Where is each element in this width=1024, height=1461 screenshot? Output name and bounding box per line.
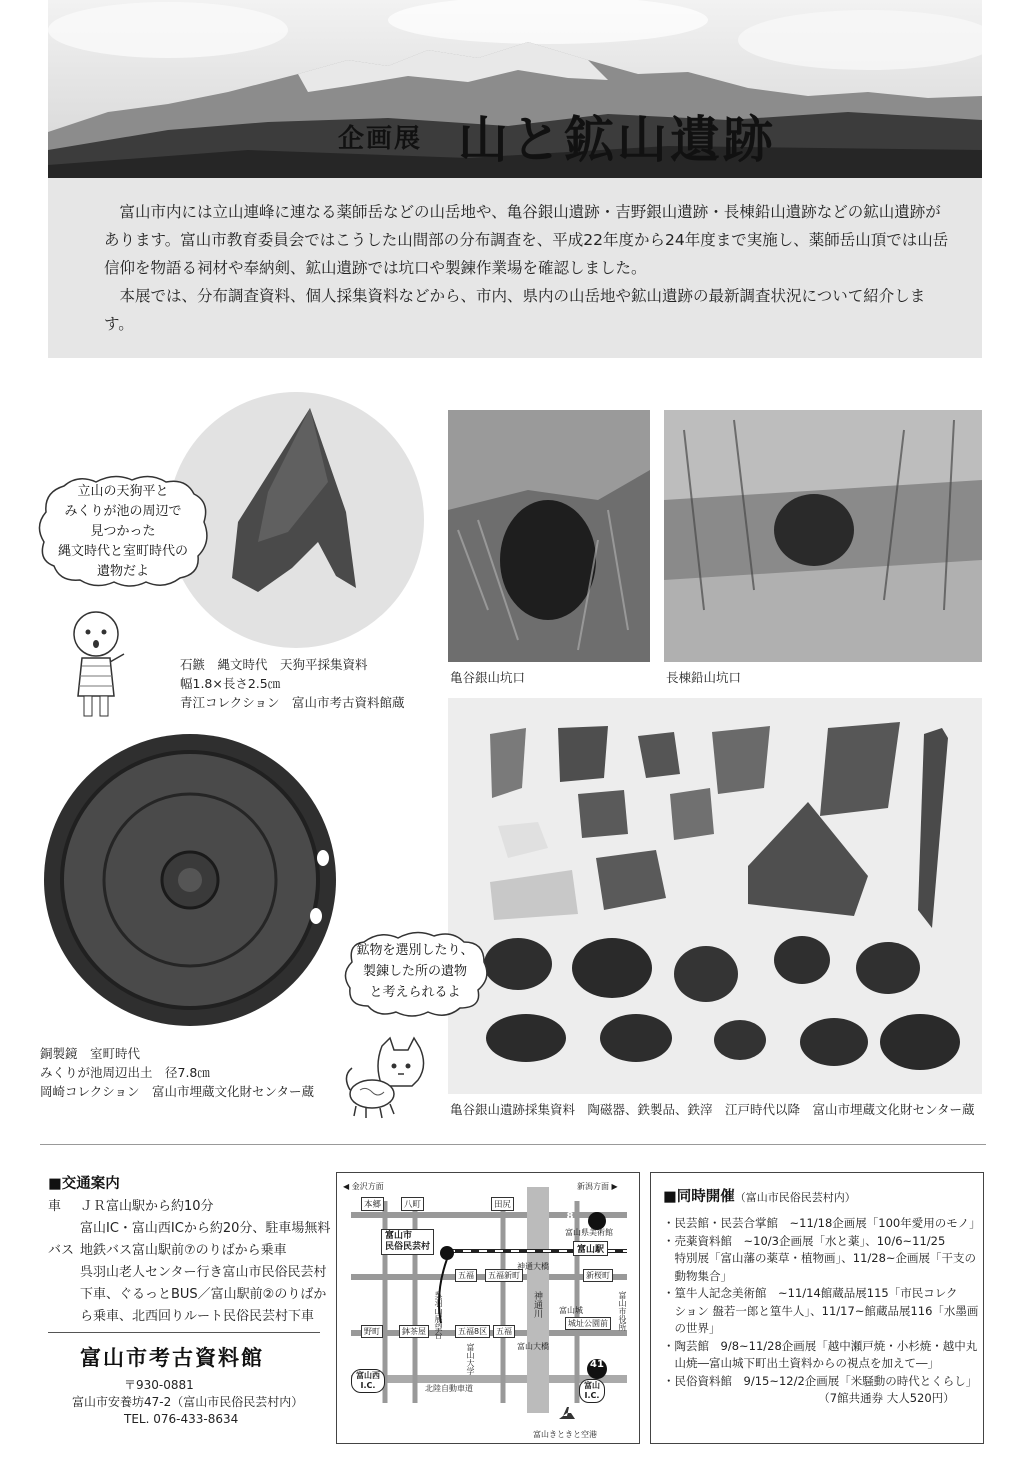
museum-divider — [48, 1332, 320, 1333]
event-line: ・売薬資料館 ~10/3企画展「水と薬」、10/6~11/25 — [663, 1233, 946, 1248]
access-row — [48, 1262, 332, 1284]
access-label: バス — [48, 1243, 75, 1258]
caption-line: みくりが池周辺出土 径7.8㎝ — [40, 1065, 210, 1080]
map-label-art-museum: 富山県美術館 — [565, 1228, 613, 1237]
map-label-hacchou: 八町 — [401, 1197, 424, 1211]
access-text: 呉羽山老人センター行き富山市民俗民芸村 — [80, 1265, 327, 1280]
concurrent-events-box — [650, 1172, 984, 1444]
event-line: ・篁牛人記念美術館 ~11/14館蔵品展115「市民コレク — [663, 1286, 958, 1300]
bubble-line: と考えられるよ — [369, 985, 461, 1000]
access-heading: ■交通案内 — [48, 1176, 120, 1192]
access-text: ら乗車、北西回りルート民俗民芸村下車 — [80, 1309, 315, 1324]
bubble-line: 見つかった — [90, 524, 156, 539]
museum-postal: 〒930-0881 — [124, 1378, 194, 1392]
event-line: 特別展「富山藩の薬草・植物画」、11/28~企画展「干支の — [663, 1251, 977, 1265]
intro-paragraph-1: 富山市内には立山連峰に連なる薬師岳などの山岳地や、亀谷銀山遺跡・吉野銀山遺跡・長棟鉛山遺跡などの鉱山遺跡があります。富山市教育委員会ではこうした山間部の分布調査を、平成22年度から24年度まで実施し、薬師岳山頂では山岳信仰を物語る祠材や奉納剣、鉱山遺跡では坑口や製錬作業場を確認しました。 — [104, 203, 949, 277]
access-text: 下車、ぐるっとBUS／富山駅前②のりばか — [80, 1287, 327, 1302]
map-label-nomachi: 野町 — [361, 1325, 383, 1338]
events-heading-title: ■同時開催 — [663, 1189, 735, 1205]
map-label-toyama-castle: 富山城 — [559, 1306, 583, 1315]
access-row — [48, 1240, 332, 1262]
event-line: の世界」 — [663, 1321, 721, 1335]
access-text: 地鉄バス富山駅前⑦のりばから乗車 — [80, 1243, 287, 1258]
bronze-mirror-photo — [40, 730, 340, 1030]
museum-tel: TEL. 076-433-8634 — [124, 1412, 239, 1426]
events-heading — [663, 1185, 856, 1206]
caption-line: 銅製鏡 室町時代 — [40, 1046, 141, 1061]
pottery-and-slag-image — [448, 698, 982, 1094]
museum-address: 富山市安養坊47-2（富山市民俗民芸村内） — [72, 1395, 304, 1409]
map-label-city-hall: 富山市役所 — [618, 1291, 627, 1331]
map-label-jinzu-bridge: 神通大橋 — [517, 1262, 549, 1271]
events-list — [663, 1215, 979, 1408]
access-label: 車 — [48, 1199, 62, 1214]
map-label-airport: 富山きときと空港 — [533, 1430, 597, 1439]
kametani-mine-photo — [448, 410, 650, 662]
access-text: ＪＲ富山駅から約10分 — [80, 1199, 214, 1214]
access-map — [336, 1172, 640, 1444]
bubble-line: 鉱物を選別したり、 — [356, 943, 474, 958]
caption-line: 岡崎コレクション 富山市埋蔵文化財センター蔵 — [40, 1084, 315, 1099]
events-heading-sub: （富山市民俗民芸村内） — [734, 1191, 856, 1204]
intro-panel — [48, 178, 982, 358]
map-label-toyama-west-ic: 富山西 I.C. — [351, 1369, 385, 1393]
route-8-badge: 8 — [566, 1211, 574, 1222]
map-direction-east: 新潟方面 ▶ — [577, 1182, 618, 1191]
museum-name: 富山市考古資料館 — [80, 1346, 264, 1370]
caption-line: 石鏃 縄文時代 天狗平採集資料 — [180, 657, 368, 672]
caption-line: 幅1.8×長さ2.5㎝ — [180, 676, 281, 691]
map-label-goku-shinmachi: 五福新町 — [485, 1269, 523, 1282]
artifacts-photo — [448, 698, 982, 1094]
access-row — [48, 1218, 332, 1240]
bubble-line: 縄文時代と室町時代の — [57, 544, 188, 559]
map-direction-west: ◀ 金沢方面 — [343, 1182, 384, 1191]
map-label-toyama-ic: 富山 I.C. — [579, 1379, 605, 1403]
map-label-kinoshita: 鉢茶屋 — [399, 1325, 429, 1338]
event-line: 動物集合」 — [663, 1268, 732, 1283]
bubble-line: 製錬した所の遺物 — [362, 964, 467, 979]
map-label-kureha-observatory: 呉羽山展望台 — [434, 1291, 443, 1339]
intro-paragraph-2: 本展では、分布調査資料、個人採集資料などから、市内、県内の山岳地や鉱山遺跡の最新調査状況について紹介します。 — [104, 287, 926, 333]
map-label-university: 富山大学 — [466, 1343, 475, 1375]
section-divider — [40, 1144, 986, 1145]
bubble-line: 立山の天狗平と — [77, 484, 169, 499]
access-row — [48, 1196, 332, 1218]
event-line: ・陶芸館 9/8~11/28企画展「越中瀬戸焼・小杉焼・越中丸 — [663, 1338, 978, 1353]
route-41-badge: 41 — [590, 1359, 604, 1370]
header-banner — [48, 0, 982, 178]
map-label-gofuku: 五福 — [493, 1325, 515, 1338]
cat-mascot-illustration — [342, 1036, 432, 1120]
map-label-castle-park: 城址公園前 — [565, 1317, 611, 1330]
artifacts-speech-bubble — [340, 928, 490, 1020]
event-line: 山焼―富山城下町出土資料からの視点を加えて―」 — [663, 1356, 939, 1370]
map-label-minzoku-village: 富山市 民俗民芸村 — [381, 1229, 434, 1255]
map-label-honmachi: 本郷 — [361, 1197, 384, 1211]
map-label-toyama-ohashi: 富山大橋 — [517, 1342, 549, 1351]
map-label-toyama-station: 富山駅 — [573, 1241, 608, 1256]
caption-line: 青江コレクション 富山市考古資料館蔵 — [180, 695, 405, 710]
bubble-line: 遺物だよ — [96, 564, 149, 579]
bubble-line: みくりが池の周辺で — [64, 504, 182, 519]
access-text: 富山IC・富山西ICから約20分、駐車場無料 — [80, 1221, 331, 1236]
nagatoh-mine-photo — [664, 410, 982, 662]
map-label-goku: 五福 — [455, 1269, 477, 1282]
event-line: （7館共通券 大人520円） — [663, 1391, 955, 1405]
kametani-mine-caption: 亀谷銀山坑口 — [450, 670, 526, 685]
map-label-expressway: 北陸自動車道 — [425, 1384, 473, 1393]
exhibition-type-label: 企画展 — [338, 124, 423, 154]
jomon-mascot-illustration — [66, 604, 132, 722]
access-row — [48, 1284, 332, 1306]
event-line: ・民芸館・民芸合掌館 ~11/18企画展「100年愛用のモノ」 — [663, 1216, 981, 1230]
map-label-jinzu-river: 神通川 — [532, 1291, 542, 1318]
arrowhead-caption — [180, 655, 405, 712]
arrowhead-speech-bubble — [34, 472, 212, 590]
access-info — [48, 1196, 332, 1328]
map-label-goku-8: 五福8区 — [455, 1325, 490, 1338]
map-label-tanaka: 田尻 — [491, 1197, 514, 1211]
event-line: ・民俗資料館 9/15~12/2企画展「米騒動の時代とくらし」 — [663, 1373, 978, 1388]
mirror-caption — [40, 1044, 314, 1101]
artifacts-caption: 亀谷銀山遺跡採集資料 陶磁器、鉄製品、鉄滓 江戸時代以降 富山市埋蔵文化財センター蔵 — [450, 1102, 975, 1117]
nagatoh-mine-caption: 長棟鉛山坑口 — [666, 670, 742, 685]
map-label-shin-sakuramachi: 新桜町 — [583, 1269, 613, 1282]
event-line: ション 盤若一郎と篁牛人」、11/17~館蔵品展116「水墨画 — [663, 1303, 979, 1318]
access-row — [48, 1306, 332, 1328]
exhibition-title: 山と鉱山遺跡 — [458, 111, 776, 169]
